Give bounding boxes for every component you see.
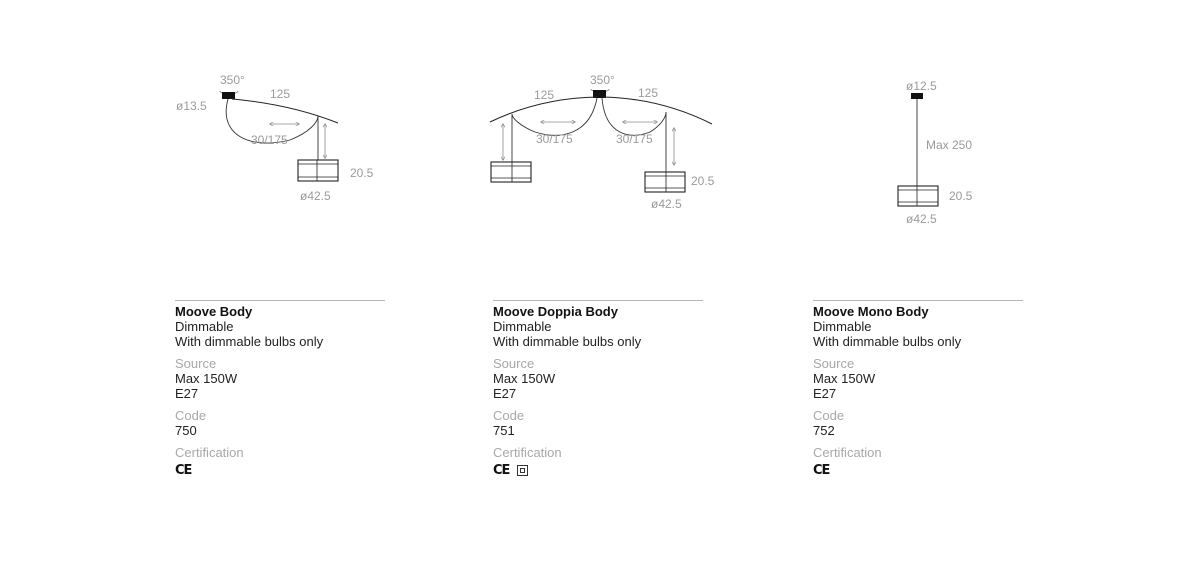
dim-reach-right: 30/175	[616, 132, 653, 146]
ce-mark-icon: CE	[813, 462, 830, 478]
arm	[232, 99, 338, 123]
canopy	[222, 92, 235, 99]
source-label: Source	[813, 356, 855, 371]
cable-left	[512, 98, 597, 162]
drum-shade-right	[645, 172, 685, 192]
certification-marks	[493, 462, 703, 478]
dim-rotation: 350°	[590, 73, 615, 87]
dim-height: 20.5	[949, 189, 973, 203]
spec-moove-body	[175, 300, 385, 478]
divider	[175, 300, 385, 301]
code-label: Code	[175, 408, 207, 423]
drawing-moove-body	[176, 73, 374, 203]
drum-shade-left	[491, 162, 531, 182]
divider	[493, 300, 703, 301]
source-socket: E27	[813, 386, 837, 401]
product-name: Moove Body	[175, 304, 253, 319]
source-label: Source	[175, 356, 217, 371]
spec-moove-mono-body	[813, 300, 1023, 478]
dim-diameter: ø42.5	[300, 189, 331, 203]
ce-mark-icon: CE	[493, 462, 510, 478]
product-name: Moove Mono Body	[813, 304, 929, 319]
dim-canopy: ø13.5	[176, 99, 207, 113]
dimmable-text: Dimmable	[175, 319, 234, 334]
dim-arm: 125	[270, 87, 291, 101]
dimmable-text: Dimmable	[493, 319, 552, 334]
dim-diameter: ø42.5	[906, 212, 937, 226]
code-value: 750	[175, 423, 197, 438]
dim-height: 20.5	[350, 166, 374, 180]
dim-reach-left: 30/175	[536, 132, 573, 146]
drum-shade	[898, 186, 938, 206]
code-label: Code	[813, 408, 845, 423]
arm-right	[602, 97, 712, 124]
dimmable-note: With dimmable bulbs only	[813, 334, 962, 349]
dim-diameter: ø42.5	[651, 197, 682, 211]
dim-canopy: ø12.5	[906, 79, 937, 93]
double-insulation-icon	[517, 465, 528, 476]
spec-moove-doppia-body	[493, 300, 703, 478]
dim-height: 20.5	[691, 174, 715, 188]
certification-label: Certification	[813, 445, 882, 460]
drawing-moove-mono-body	[898, 79, 973, 226]
dim-length: Max 250	[926, 138, 973, 152]
certification-label: Certification	[175, 445, 244, 460]
source-socket: E27	[175, 386, 199, 401]
canopy	[911, 93, 923, 99]
drawing-moove-doppia-body	[490, 73, 715, 211]
source-socket: E27	[493, 386, 517, 401]
certification-marks	[175, 462, 385, 478]
source-power: Max 150W	[493, 371, 556, 386]
product-name: Moove Doppia Body	[493, 304, 618, 319]
certification-marks	[813, 462, 1023, 478]
code-label: Code	[493, 408, 525, 423]
certification-label: Certification	[493, 445, 562, 460]
code-value: 751	[493, 423, 515, 438]
dim-arm-right: 125	[638, 86, 659, 100]
dim-arm-left: 125	[534, 88, 555, 102]
source-power: Max 150W	[813, 371, 876, 386]
dimmable-text: Dimmable	[813, 319, 872, 334]
dimmable-note: With dimmable bulbs only	[493, 334, 642, 349]
divider	[813, 300, 1023, 301]
drum-shade	[298, 160, 338, 181]
code-value: 752	[813, 423, 835, 438]
source-power: Max 150W	[175, 371, 238, 386]
dim-reach: 30/175	[251, 133, 288, 147]
cable	[226, 99, 318, 160]
ce-mark-icon: CE	[175, 462, 192, 478]
dimmable-note: With dimmable bulbs only	[175, 334, 324, 349]
dim-rotation: 350°	[220, 73, 245, 87]
source-label: Source	[493, 356, 535, 371]
